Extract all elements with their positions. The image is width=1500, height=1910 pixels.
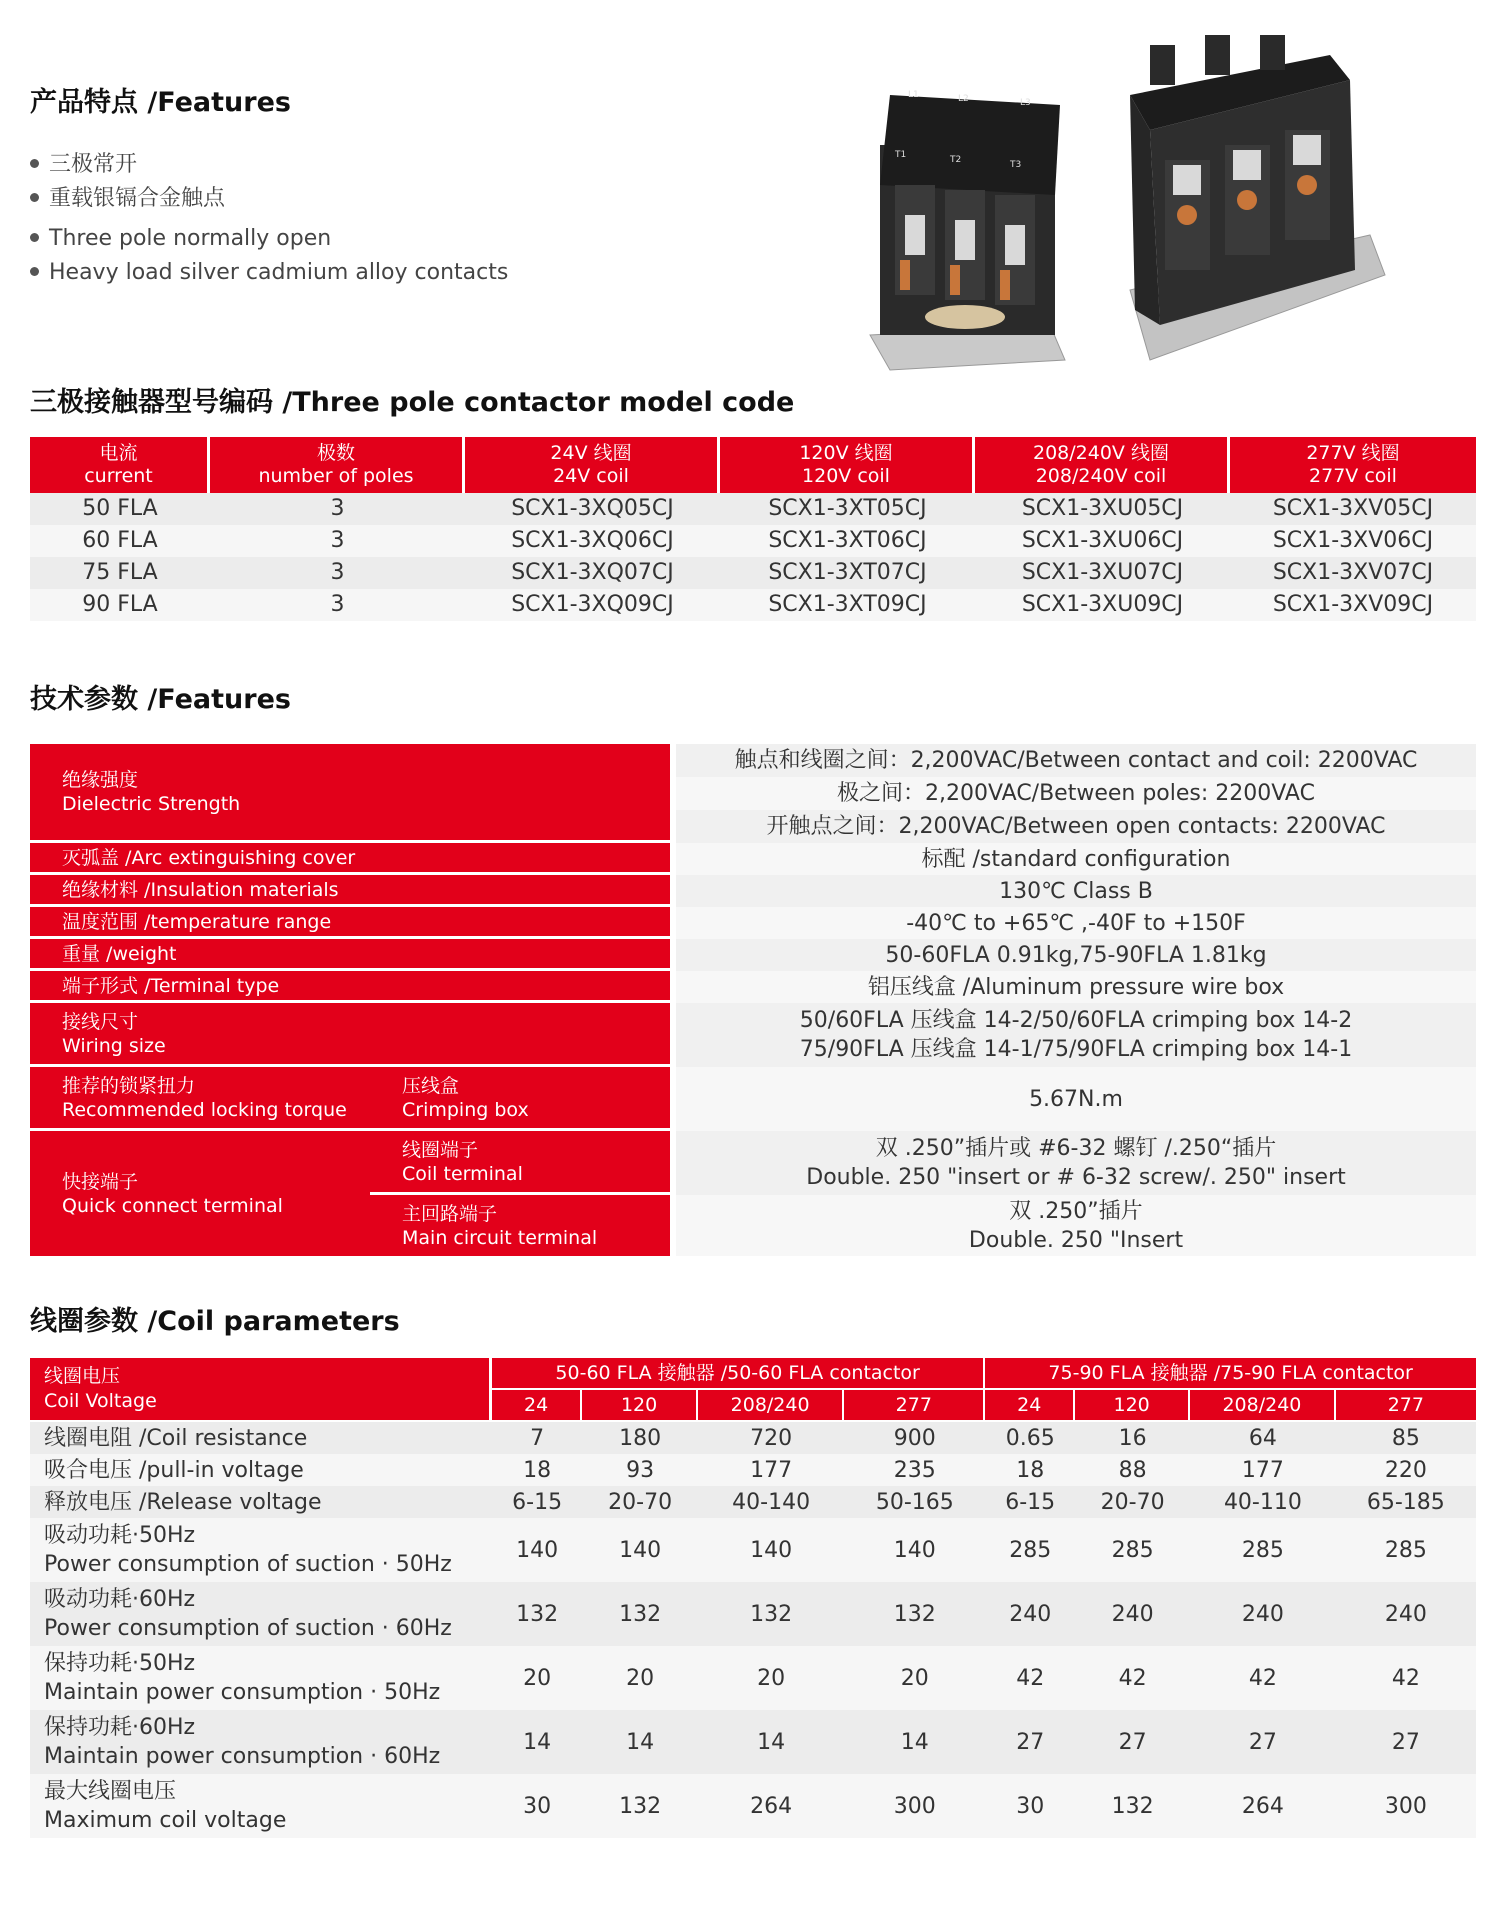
table-row: 端子形式 /Terminal type 铝压线盒 /Aluminum pressure wire box bbox=[30, 971, 1476, 1003]
row-label: 吸动功耗·60Hz Power consumption of suction · 60Hz bbox=[30, 1582, 492, 1646]
cell-value: 93 bbox=[582, 1454, 698, 1486]
cell-value: 180 bbox=[582, 1422, 698, 1454]
cell-value: 7 bbox=[492, 1422, 582, 1454]
cell-value: 40-140 bbox=[698, 1486, 844, 1518]
voltage-header: 24 bbox=[492, 1390, 582, 1422]
model-code-table bbox=[30, 437, 1476, 621]
cell-value: 20 bbox=[582, 1646, 698, 1710]
row-label: 保持功耗·60Hz Maintain power consumption · 60Hz bbox=[30, 1710, 492, 1774]
cell-value: 64 bbox=[1190, 1422, 1336, 1454]
cell-value: 132 bbox=[582, 1582, 698, 1646]
cell-value: 140 bbox=[582, 1518, 698, 1582]
row-label: 绝缘强度 Dielectric Strength bbox=[30, 744, 670, 843]
svg-text:L2: L2 bbox=[958, 94, 969, 104]
cell-value: 40-110 bbox=[1190, 1486, 1336, 1518]
tech-title: 技术参数 /Features bbox=[30, 684, 291, 715]
cell-value: 20 bbox=[492, 1646, 582, 1710]
cell-value: 285 bbox=[985, 1518, 1075, 1582]
row-sublabel: 压线盒 Crimping box bbox=[370, 1067, 670, 1131]
cell-value: 6-15 bbox=[985, 1486, 1075, 1518]
table-row: 60 FLA 3 SCX1-3XQ06CJ SCX1-3XT06CJ SCX1-3XU06CJ SCX1-3XV06CJ bbox=[30, 525, 1476, 557]
cell-value: 132 bbox=[698, 1582, 844, 1646]
model-code-title: 三极接触器型号编码 /Three pole contactor model code bbox=[30, 387, 795, 418]
cell-value: 177 bbox=[1190, 1454, 1336, 1486]
voltage-header: 277 bbox=[1336, 1390, 1476, 1422]
cell-value: 16 bbox=[1075, 1422, 1190, 1454]
cell-value: 285 bbox=[1190, 1518, 1336, 1582]
cell-value: 0.65 bbox=[985, 1422, 1075, 1454]
cell-value: 27 bbox=[1190, 1710, 1336, 1774]
bullet-dot-icon bbox=[30, 193, 39, 202]
column-header: 极数 number of poles bbox=[210, 437, 465, 493]
svg-text:T1: T1 bbox=[895, 150, 907, 160]
cell-value: 42 bbox=[1336, 1646, 1476, 1710]
cell-value: 140 bbox=[698, 1518, 844, 1582]
group-header: 50-60 FLA 接触器 /50-60 FLA contactor bbox=[492, 1358, 985, 1390]
cell-value: 18 bbox=[985, 1454, 1075, 1486]
table-row: 温度范围 /temperature range -40℃ to +65℃ ,-40F to +150F bbox=[30, 907, 1476, 939]
cell-value: 220 bbox=[1336, 1454, 1476, 1486]
table-header-row bbox=[30, 437, 1476, 493]
bullet-dot-icon bbox=[30, 233, 39, 242]
row-label: 释放电压 /Release voltage bbox=[30, 1486, 492, 1518]
voltage-header: 24 bbox=[985, 1390, 1075, 1422]
cell-value: 14 bbox=[582, 1710, 698, 1774]
row-label: 线圈电阻 /Coil resistance bbox=[30, 1422, 492, 1454]
cell-value: 20-70 bbox=[582, 1486, 698, 1518]
row-label: 吸合电压 /pull-in voltage bbox=[30, 1454, 492, 1486]
cell-value: 20-70 bbox=[1075, 1486, 1190, 1518]
cell-value: 240 bbox=[1336, 1582, 1476, 1646]
column-header: 电流 current bbox=[30, 437, 210, 493]
table-row: 接线尺寸 Wiring size 50/60FLA 压线盒 14-2/50/60FLA crimping box 14-2 75/90FLA 压线盒 14-1/75/90FLA crimping box 14-1 bbox=[30, 1003, 1476, 1067]
cell-value: 140 bbox=[492, 1518, 582, 1582]
svg-text:T2: T2 bbox=[950, 155, 962, 165]
cell-value: 140 bbox=[844, 1518, 985, 1582]
table-row bbox=[30, 1454, 1476, 1486]
feature-item: 重载银镉合金触点 bbox=[30, 182, 508, 216]
cell-value: 720 bbox=[698, 1422, 844, 1454]
bullet-dot-icon bbox=[30, 267, 39, 276]
row-label: 快接端子 Quick connect terminal bbox=[30, 1131, 370, 1256]
svg-text:L1: L1 bbox=[908, 90, 919, 100]
voltage-header: 277 bbox=[844, 1390, 985, 1422]
feature-item: Three pole normally open bbox=[30, 222, 508, 256]
voltage-header: 208/240 bbox=[698, 1390, 844, 1422]
table-row: 快接端子 Quick connect terminal 线圈端子 Coil terminal 双 .250”插片或 #6-32 螺钉 /.250“插片 Double. 250 "insert or # 6-32 screw/. 250" insert bbox=[30, 1131, 1476, 1195]
corner-header: 线圈电压 Coil Voltage bbox=[30, 1358, 492, 1422]
cell-value: 27 bbox=[1336, 1710, 1476, 1774]
voltage-header: 208/240 bbox=[1190, 1390, 1336, 1422]
voltage-header: 120 bbox=[1075, 1390, 1190, 1422]
cell-value: 27 bbox=[985, 1710, 1075, 1774]
row-label: 接线尺寸 Wiring size bbox=[30, 1003, 670, 1067]
table-row: 开触点之间：2,200VAC/Between open contacts: 2200VAC bbox=[30, 810, 1476, 843]
feature-item: 三极常开 bbox=[30, 148, 508, 182]
feature-item: Heavy load silver cadmium alloy contacts bbox=[30, 256, 508, 290]
svg-text:T3: T3 bbox=[1010, 160, 1022, 170]
cell-value: 88 bbox=[1075, 1454, 1190, 1486]
cell-value: 20 bbox=[698, 1646, 844, 1710]
table-row: 极之间：2,200VAC/Between poles: 2200VAC bbox=[30, 777, 1476, 810]
cell-value: 132 bbox=[844, 1582, 985, 1646]
cell-value: 85 bbox=[1336, 1422, 1476, 1454]
cell-value: 177 bbox=[698, 1454, 844, 1486]
voltage-header: 120 bbox=[582, 1390, 698, 1422]
cell-value: 264 bbox=[698, 1774, 844, 1838]
cell-value: 30 bbox=[492, 1774, 582, 1838]
cell-value: 132 bbox=[582, 1774, 698, 1838]
coil-params-table bbox=[30, 1358, 1476, 1838]
cell-value: 300 bbox=[1336, 1774, 1476, 1838]
cell-value: 132 bbox=[492, 1582, 582, 1646]
row-label: 保持功耗·50Hz Maintain power consumption · 50Hz bbox=[30, 1646, 492, 1710]
cell-value: 285 bbox=[1336, 1518, 1476, 1582]
cell-value: 20 bbox=[844, 1646, 985, 1710]
cell-value: 235 bbox=[844, 1454, 985, 1486]
cell-value: 42 bbox=[985, 1646, 1075, 1710]
cell-value: 65-185 bbox=[1336, 1486, 1476, 1518]
svg-text:L3: L3 bbox=[1020, 98, 1031, 108]
cell-value: 132 bbox=[1075, 1774, 1190, 1838]
cell-value: 240 bbox=[1190, 1582, 1336, 1646]
cell-value: 300 bbox=[844, 1774, 985, 1838]
features-list bbox=[30, 148, 508, 290]
table-row: 绝缘材料 /Insulation materials 130℃ Class B bbox=[30, 875, 1476, 907]
table-row bbox=[30, 1582, 1476, 1646]
small-contactor-illustration bbox=[870, 90, 1065, 370]
table-row bbox=[30, 1486, 1476, 1518]
cell-value: 50-165 bbox=[844, 1486, 985, 1518]
cell-value: 264 bbox=[1190, 1774, 1336, 1838]
tech-params-table bbox=[30, 744, 1476, 1256]
row-sublabel: 线圈端子 Coil terminal bbox=[370, 1131, 670, 1195]
cell-value: 42 bbox=[1075, 1646, 1190, 1710]
table-row bbox=[30, 1710, 1476, 1774]
table-row: 主回路端子 Main circuit terminal 双 .250”插片 Double. 250 "Insert bbox=[30, 1195, 1476, 1256]
table-row bbox=[30, 1774, 1476, 1838]
group-header: 75-90 FLA 接触器 /75-90 FLA contactor bbox=[985, 1358, 1476, 1390]
table-row: 90 FLA 3 SCX1-3XQ09CJ SCX1-3XT09CJ SCX1-3XU09CJ SCX1-3XV09CJ bbox=[30, 589, 1476, 621]
cell-value: 42 bbox=[1190, 1646, 1336, 1710]
cell-value: 18 bbox=[492, 1454, 582, 1486]
cell-value: 14 bbox=[844, 1710, 985, 1774]
table-row: 重量 /weight 50-60FLA 0.91kg,75-90FLA 1.81kg bbox=[30, 939, 1476, 971]
coil-title: 线圈参数 /Coil parameters bbox=[30, 1306, 400, 1337]
table-row: 绝缘强度 Dielectric Strength 触点和线圈之间：2,200VAC/Between contact and coil: 2200VAC bbox=[30, 744, 1476, 777]
table-row bbox=[30, 1518, 1476, 1582]
table-row bbox=[30, 1422, 1476, 1454]
row-label: 推荐的锁紧扭力 Recommended locking torque bbox=[30, 1067, 370, 1131]
cell-value: 30 bbox=[985, 1774, 1075, 1838]
row-label: 最大线圈电压 Maximum coil voltage bbox=[30, 1774, 492, 1838]
cell-value: 900 bbox=[844, 1422, 985, 1454]
cell-value: 285 bbox=[1075, 1518, 1190, 1582]
large-contactor-illustration bbox=[1130, 35, 1385, 360]
features-title: 产品特点 /Features bbox=[30, 87, 291, 118]
column-header: 208/240V 线圈 208/240V coil bbox=[975, 437, 1230, 493]
cell-value: 14 bbox=[698, 1710, 844, 1774]
column-header: 120V 线圈 120V coil bbox=[720, 437, 975, 493]
table-header-row bbox=[30, 1358, 1476, 1390]
cell-value: 14 bbox=[492, 1710, 582, 1774]
table-row bbox=[30, 1646, 1476, 1710]
row-label: 吸动功耗·50Hz Power consumption of suction · 50Hz bbox=[30, 1518, 492, 1582]
table-row: 75 FLA 3 SCX1-3XQ07CJ SCX1-3XT07CJ SCX1-3XU07CJ SCX1-3XV07CJ bbox=[30, 557, 1476, 589]
table-row: 推荐的锁紧扭力 Recommended locking torque 压线盒 Crimping box 5.67N.m bbox=[30, 1067, 1476, 1131]
cell-value: 240 bbox=[1075, 1582, 1190, 1646]
cell-value: 6-15 bbox=[492, 1486, 582, 1518]
cell-value: 27 bbox=[1075, 1710, 1190, 1774]
table-row: 灭弧盖 /Arc extinguishing cover 标配 /standard configuration bbox=[30, 843, 1476, 875]
table-row: 50 FLA 3 SCX1-3XQ05CJ SCX1-3XT05CJ SCX1-3XU05CJ SCX1-3XV05CJ bbox=[30, 493, 1476, 525]
bullet-dot-icon bbox=[30, 159, 39, 168]
row-sublabel: 主回路端子 Main circuit terminal bbox=[370, 1195, 670, 1256]
contactor-product-image bbox=[850, 35, 1410, 385]
column-header: 277V 线圈 277V coil bbox=[1230, 437, 1476, 493]
cell-value: 240 bbox=[985, 1582, 1075, 1646]
column-header: 24V 线圈 24V coil bbox=[465, 437, 720, 493]
